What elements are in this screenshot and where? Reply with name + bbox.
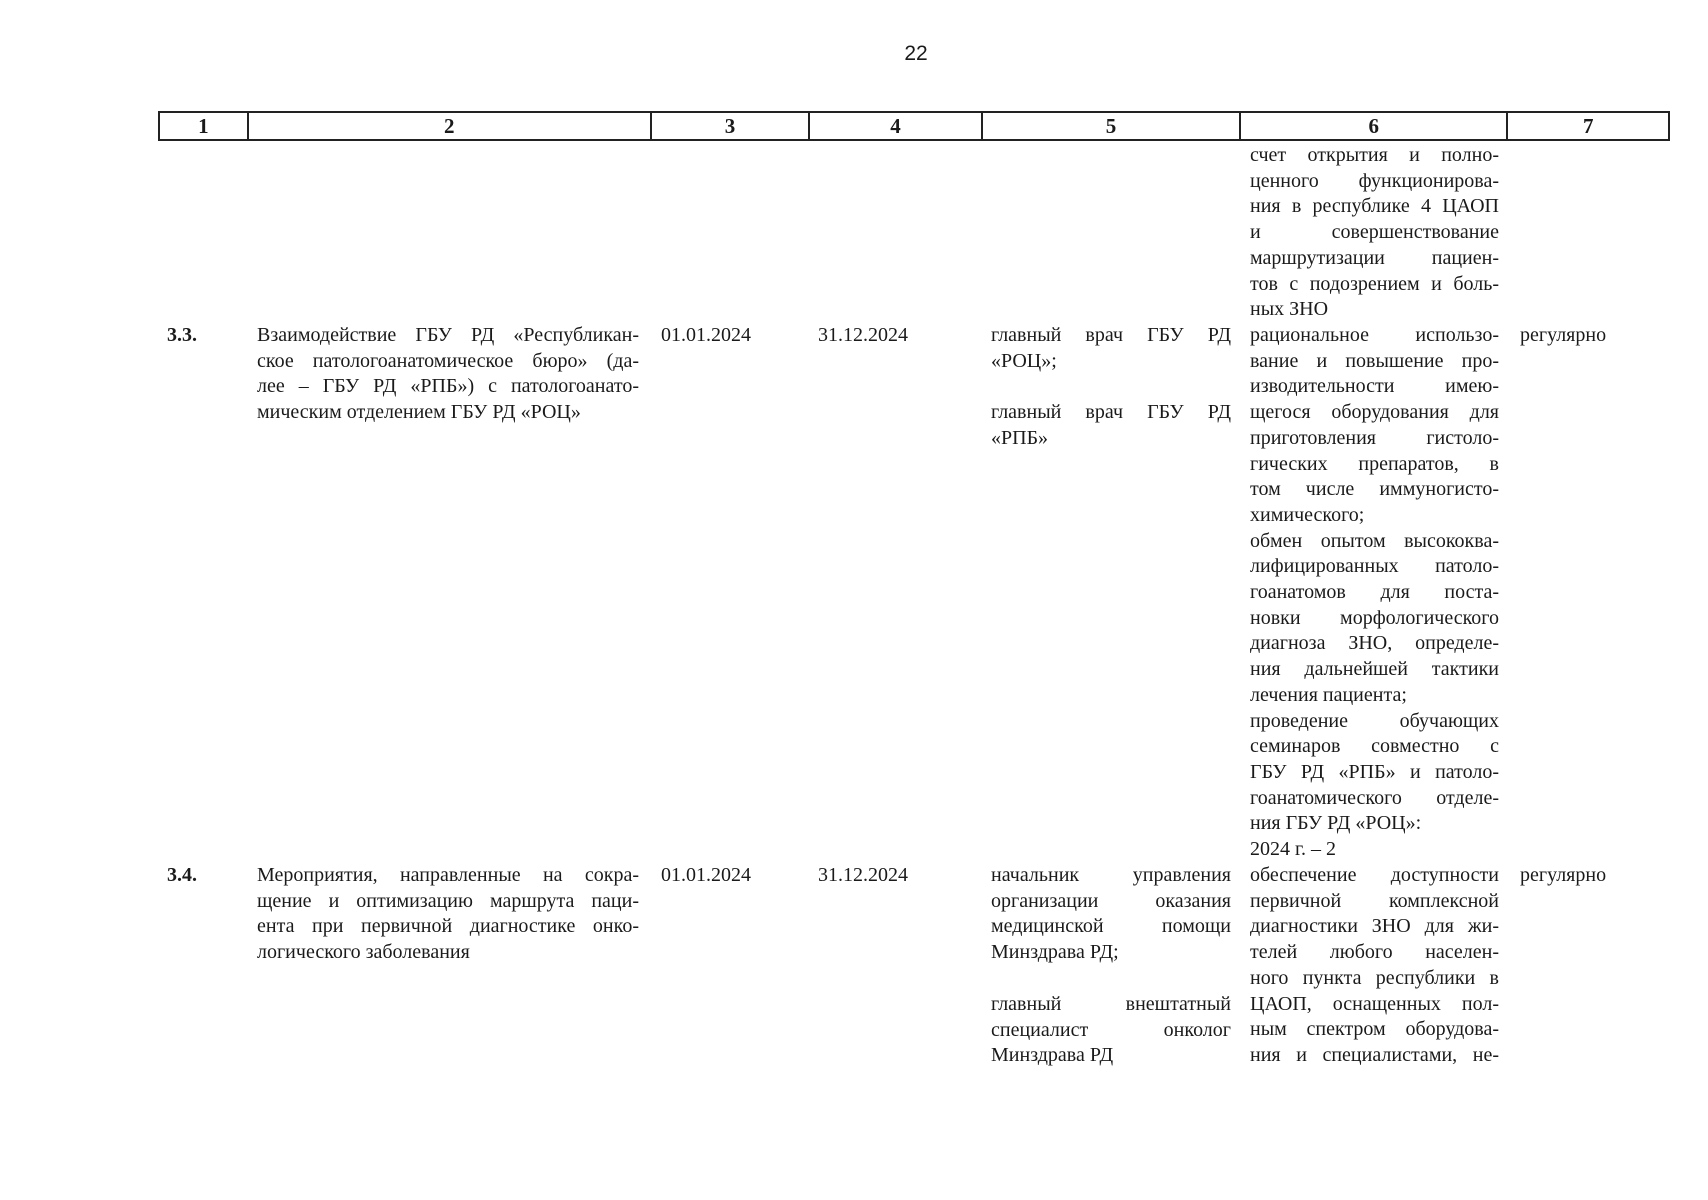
text-line: специалист онколог — [991, 1018, 1231, 1041]
text-line: Мероприятия, направленные на сокра- — [257, 864, 639, 886]
text-line: ния в республике 4 ЦАОП — [1250, 195, 1499, 218]
text-line: маршрутизации пациен- — [1250, 246, 1499, 269]
page-number: 22 — [904, 42, 928, 65]
row-name — [257, 323, 639, 426]
text-line: семинаров совместно с — [1250, 735, 1499, 758]
header-col-3: 3 — [652, 113, 811, 139]
text-line: главный внештатный — [991, 992, 1231, 1015]
text-line: приготовления гистоло- — [1250, 426, 1499, 449]
text-line: диагностики ЗНО для жи- — [1250, 915, 1499, 938]
text-line: ния ГБУ РД «РОЦ»: — [1250, 812, 1422, 835]
text-line: и совершенствование — [1250, 221, 1499, 244]
text-line: счет открытия и полно- — [1250, 144, 1499, 166]
text-line: медицинской помощи — [991, 915, 1231, 938]
text-line: гоанатомического отделе- — [1250, 786, 1499, 809]
header-col-7: 7 — [1582, 113, 1594, 138]
text-line: 2024 г. – 2 — [1250, 838, 1336, 861]
text-line: главный врач ГБУ РД — [991, 324, 1231, 346]
text-line: лифицированных патоло- — [1250, 555, 1499, 578]
row-number: 3.3. — [167, 324, 197, 346]
text-line: лечения пациента; — [1250, 683, 1407, 706]
continuation-result — [1250, 143, 1499, 323]
periodicity: регулярно — [1520, 864, 1607, 886]
text-line: мическим отделением ГБУ РД «РОЦ» — [257, 401, 581, 424]
header-col-5: 5 — [983, 113, 1241, 139]
text-line: ния и специалистами, не- — [1250, 1043, 1499, 1066]
text-line: первичной комплексной — [1250, 889, 1499, 912]
text-line: щегося оборудования для — [1250, 401, 1499, 424]
text-line: тов с подозрением и боль- — [1250, 272, 1499, 295]
text-line: новки морфологического — [1250, 606, 1499, 629]
text-line: обмен опытом высококва- — [1250, 529, 1499, 552]
periodicity: регулярно — [1520, 324, 1607, 346]
text-line: Минздрава РД — [991, 1044, 1114, 1067]
text-line: рациональное использо- — [1250, 324, 1499, 346]
responsible — [991, 863, 1231, 1069]
text-line: ных ЗНО — [1250, 298, 1329, 321]
responsible — [991, 323, 1231, 452]
text-line: гоанатомов для поста- — [1250, 581, 1499, 604]
text-line: ента при первичной диагностике онко- — [257, 915, 639, 938]
text-line: гических препаратов, в — [1250, 452, 1499, 475]
text-line: диагноза ЗНО, определе- — [1250, 632, 1499, 655]
row-name — [257, 863, 639, 966]
text-line: ское патологоанатомическое бюро» (да- — [257, 349, 639, 372]
header-col-6: 6 — [1241, 113, 1508, 139]
text-line: главный врач ГБУ РД — [991, 401, 1231, 424]
text-line: «РОЦ»; — [991, 349, 1057, 372]
text-line: Минздрава РД; — [991, 941, 1119, 964]
text-line: проведение обучающих — [1250, 709, 1499, 732]
expected-result — [1250, 863, 1499, 1069]
row-number: 3.4. — [167, 864, 197, 886]
end-date: 31.12.2024 — [818, 324, 908, 346]
text-line: обеспечение доступности — [1250, 864, 1499, 886]
text-line: том числе иммуногисто- — [1250, 478, 1499, 501]
text-line: химического; — [1250, 503, 1365, 526]
text-line: ным спектром оборудова- — [1250, 1018, 1499, 1041]
header-col-2: 2 — [249, 113, 652, 139]
text-line: изводительности имею- — [1250, 375, 1499, 398]
text-line: ЦАОП, оснащенных пол- — [1250, 992, 1499, 1015]
header-col-4: 4 — [810, 113, 983, 139]
text-line: «РПБ» — [991, 427, 1049, 450]
text-line: начальник управления — [991, 864, 1231, 886]
text-line: организации оказания — [991, 889, 1231, 912]
text-line: ния дальнейшей тактики — [1250, 658, 1499, 681]
text-line: вание и повышение про- — [1250, 349, 1499, 372]
text-line: ного пункта республики в — [1250, 966, 1499, 989]
expected-result — [1250, 323, 1499, 863]
table-header — [158, 111, 1670, 141]
text-line: лее – ГБУ РД «РПБ») с патологоанато- — [257, 375, 639, 398]
text-line: ГБУ РД «РПБ» и патоло- — [1250, 760, 1499, 783]
text-line: ценного функционирова- — [1250, 169, 1499, 192]
text-line: щение и оптимизацию маршрута паци- — [257, 889, 639, 912]
start-date: 01.01.2024 — [661, 864, 751, 886]
text-line: логического заболевания — [257, 941, 470, 964]
header-col-1: 1 — [160, 113, 249, 139]
text-line: телей любого населен- — [1250, 941, 1499, 964]
text-line: Взаимодействие ГБУ РД «Республикан- — [257, 324, 639, 346]
start-date: 01.01.2024 — [661, 324, 751, 346]
end-date: 31.12.2024 — [818, 864, 908, 886]
